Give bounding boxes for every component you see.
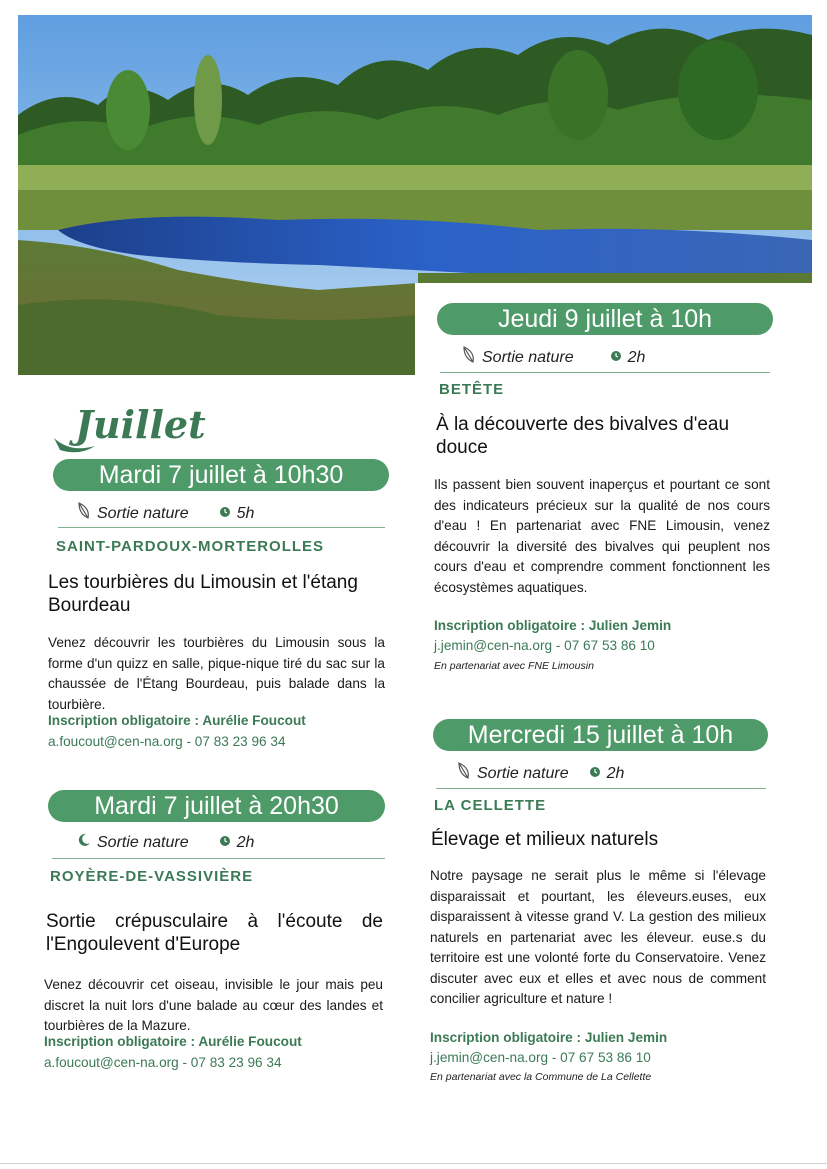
event-4-date: Mercredi 15 juillet à 10h: [433, 719, 768, 751]
divider: [52, 858, 385, 859]
event-3-place: BETÊTE: [439, 381, 505, 398]
event-2-meta: [77, 833, 254, 852]
moon-icon: [77, 833, 91, 852]
event-4-title: Élevage et milieux naturels: [431, 829, 659, 850]
clock-icon: [610, 349, 622, 367]
event-2-date: Mardi 7 juillet à 20h30: [48, 790, 385, 822]
event-3-partner: En partenariat avec FNE Limousin: [434, 660, 594, 672]
event-4-registration: Inscription obligatoire : Julien Jemin: [430, 1030, 668, 1045]
event-3-contact: j.jemin@cen-na.org - 07 67 53 86 10: [434, 638, 655, 653]
leaf-icon: [462, 346, 476, 369]
event-1-description: Venez découvrir les tourbières du Limousin sous la forme d'un quizz en salle, pique-nique tiré du sac sur la chaussée de l'Étang Bourdeau, puis balade dans la tourbière.: [48, 635, 385, 712]
event-4-contact: j.jemin@cen-na.org - 07 67 53 86 10: [430, 1050, 651, 1065]
event-4-type: Sortie nature: [477, 764, 569, 782]
event-3-registration: Inscription obligatoire : Julien Jemin: [434, 618, 672, 633]
event-3-title: À la découverte des bivalves d'eau douce: [436, 414, 730, 458]
event-2-title: Sortie crépusculaire à l'écoute de l'Engoulevent d'Europe: [46, 911, 383, 955]
divider: [440, 372, 770, 373]
event-1-meta: [77, 502, 254, 525]
event-2-type: Sortie nature: [97, 833, 189, 851]
event-1-type: Sortie nature: [97, 504, 189, 522]
event-3-duration: 2h: [627, 348, 646, 366]
event-1-contact: a.foucout@cen-na.org - 07 83 23 96 34: [48, 734, 286, 749]
clock-icon: [219, 505, 231, 523]
event-1-title: Les tourbières du Limousin et l'étang Bourdeau: [48, 572, 358, 616]
event-2-place: ROYÈRE-DE-VASSIVIÈRE: [50, 868, 254, 885]
event-4-place: LA CELLETTE: [434, 797, 547, 814]
event-2-registration: Inscription obligatoire : Aurélie Foucout: [44, 1034, 302, 1049]
event-4-duration: 2h: [606, 764, 625, 782]
clock-icon: [589, 765, 601, 783]
divider: [58, 527, 385, 528]
event-4-meta: [457, 762, 624, 785]
event-3-meta: [462, 346, 645, 369]
divider: [436, 788, 766, 789]
month-heading: [50, 398, 250, 458]
month-label: Juillet: [75, 402, 206, 447]
leaf-icon: [457, 762, 471, 785]
event-1-date: Mardi 7 juillet à 10h30: [53, 459, 389, 491]
event-1-registration: Inscription obligatoire : Aurélie Foucout: [48, 713, 306, 728]
event-2-contact: a.foucout@cen-na.org - 07 83 23 96 34: [44, 1055, 282, 1070]
event-4-partner: En partenariat avec la Commune de La Cellette: [430, 1071, 652, 1083]
event-3-type: Sortie nature: [482, 348, 574, 366]
page-bottom-edge: [0, 1163, 827, 1164]
event-3-description: Ils passent bien souvent inaperçus et pourtant ce sont des indicateurs précieux sur la qualité de nos cours d'eau ! En partenariat avec FNE Limousin, venez découvrir la diversité des bivalves qui peuplent nos cours d'eau et comprendre comment fonctionnent les écosystèmes aquatiques.: [434, 477, 770, 595]
leaf-icon: [77, 502, 91, 525]
event-1-duration: 5h: [236, 504, 255, 522]
clock-icon: [219, 834, 231, 852]
event-2-duration: 2h: [236, 833, 255, 851]
event-3-date: Jeudi 9 juillet à 10h: [437, 303, 773, 335]
event-2-description: Venez découvrir cet oiseau, invisible le jour mais peu discret la nuit lors d'une balade au cœur des landes et tourbières de la Mazure.: [44, 977, 383, 1033]
event-1-place: SAINT-PARDOUX-MORTEROLLES: [56, 538, 325, 555]
event-4-description: Notre paysage ne serait plus le même si l'élevage disparaissait et pourtant, les éleveurs.euses, eux disparaissent à vitesse grand V. La gestion des milieux naturels en partenariat avec les éleveur. euse.s du territoire est une volonté forte du Conservatoire. Venez discuter avec eux et elles et avec nous de comment concilier agriculture et nature !: [430, 868, 766, 1006]
